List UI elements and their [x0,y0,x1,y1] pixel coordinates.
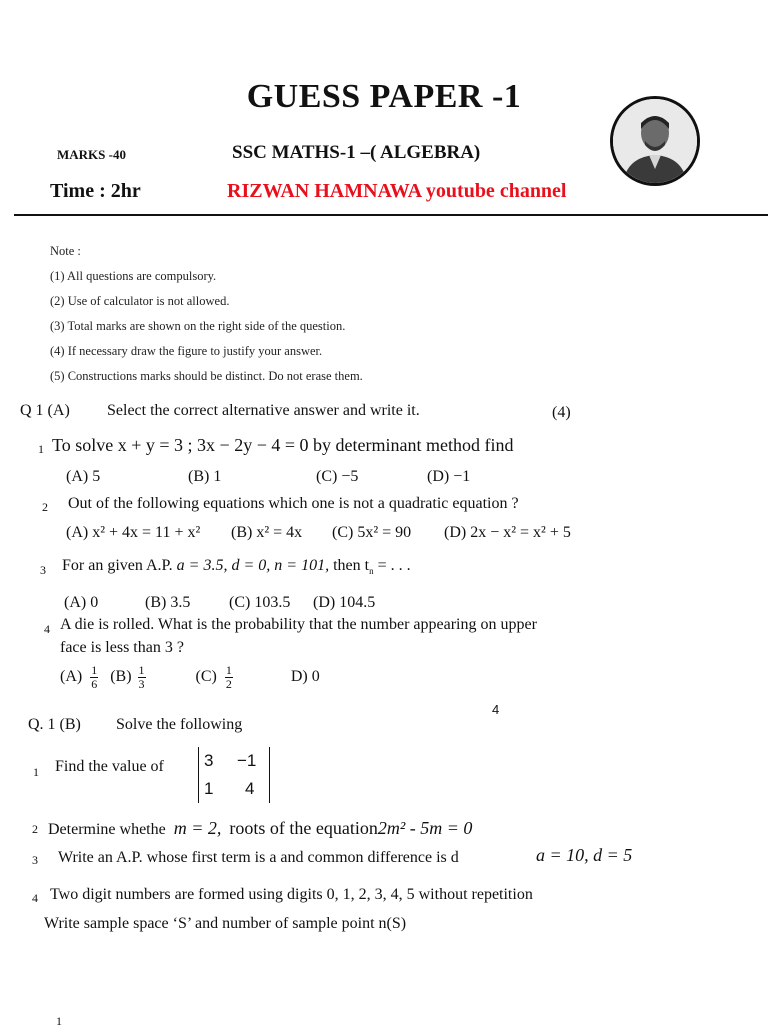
question-number: 4 [44,622,50,636]
author-avatar [610,96,700,186]
question-number: 3 [32,853,38,867]
ap-first-term: a = 3.5, [176,557,228,574]
det-cell: 3 [204,751,214,770]
fraction-a: $\frac{1}{6}$ [91,663,98,691]
option-a: (A) [60,668,83,686]
paper-title: GUESS PAPER -1 [246,78,522,115]
option-b: (B) 3.5 [145,594,191,611]
option-c: (C) −5 [316,468,359,485]
option-c: (C) 5x² = 90 [332,524,412,541]
question-text-line1: Two digit numbers are formed using digits 0, 1, 2, 3, 4, 5 without repetition [50,886,533,903]
question-text: To solve x + y = 3 ; 3x − 2y − 4 = 0 by determinant method find [52,435,514,455]
time-label: Time : 2hr [50,180,141,202]
note-item: (1) All questions are compulsory. [50,269,217,283]
option-a: (A) 0 [64,594,99,611]
det-cell: 1 [204,779,214,798]
note-heading: Note : [50,244,81,258]
marks-label: MARKS -40 [57,147,126,162]
condition: m = 2, [173,818,222,838]
option-d: D) 0 [290,668,320,686]
ap-then: then t [333,557,370,574]
subject-label: SSC MATHS-1 –( ALGEBRA) [232,142,481,163]
question-text-line2: face is less than 3 ? [60,639,184,656]
question-text [62,557,411,576]
question-number: 3 [40,563,46,577]
header-divider [14,214,768,216]
option-d: (D) 2x − x² = x² + 5 [444,524,571,541]
question-text: Find the value of [55,758,164,775]
option-a: (A) x² + 4x = 11 + x² [66,524,201,541]
option-d: (D) 104.5 [313,594,376,611]
option-b: (B) 1 [188,468,222,485]
given-values: a = 10, d = 5 [536,845,633,865]
equation: 2m² - 5m = 0 [377,818,473,838]
det-cell: 4 [245,779,255,798]
channel-label: RIZWAN HAMNAWA youtube channel [227,180,567,202]
question-text: Write an A.P. whose first term is a and common difference is d [58,849,459,866]
note-item: (3) Total marks are shown on the right side of the question. [50,319,346,333]
fraction-c: $\frac{1}{2}$ [225,663,232,691]
question-text-line2: Write sample space ‘S’ and number of sample point n(S) [44,915,407,932]
question-text [48,818,472,839]
q1a-label: Q 1 (A) [20,402,70,419]
page-number: 1 [56,1014,62,1028]
note-item: (5) Constructions marks should be distinct. Do not erase them. [50,369,363,383]
q1b-marks: 4 [492,702,500,717]
option-c: (C) 103.5 [229,594,291,611]
option-c: (C) [195,668,217,686]
question-number: 4 [32,891,38,905]
option-a: (A) 5 [66,468,101,485]
determinant [198,747,270,803]
note-item: (2) Use of calculator is not allowed. [50,294,230,308]
question-number: 1 [33,765,39,779]
option-b: (B) [110,668,132,686]
question-number: 2 [42,500,48,514]
option-d: (D) −1 [427,468,471,485]
option-b: (B) x² = 4x [231,524,303,541]
det-cell: −1 [237,751,257,770]
ap-tail: = . . . [377,557,411,574]
q1b-instruction: Solve the following [116,716,243,733]
note-item: (4) If necessary draw the figure to justify your answer. [50,344,323,358]
question-number: 1 [38,442,44,456]
question-text-prefix: For an given A.P. [62,557,173,574]
q1a-instruction: Select the correct alternative answer and write it. [107,402,420,419]
fraction-b: $\frac{1}{3}$ [138,663,145,691]
question-text: Out of the following equations which one is not a quadratic equation ? [68,495,519,512]
question-text-start: Determine whethe [48,821,166,838]
question-text-mid: roots of the equation [229,818,378,838]
ap-difference: d = 0, [231,557,271,574]
probability-options [60,664,320,691]
q1b-label: Q. 1 (B) [28,716,81,733]
question-number: 2 [32,822,38,836]
person-photo-icon [613,99,697,183]
q1a-marks: (4) [552,404,571,421]
question-text-line1: A die is rolled. What is the probability that the number appearing on upper [60,616,537,633]
ap-n: n = 101, [274,557,330,574]
ap-subscript: n [369,566,374,577]
